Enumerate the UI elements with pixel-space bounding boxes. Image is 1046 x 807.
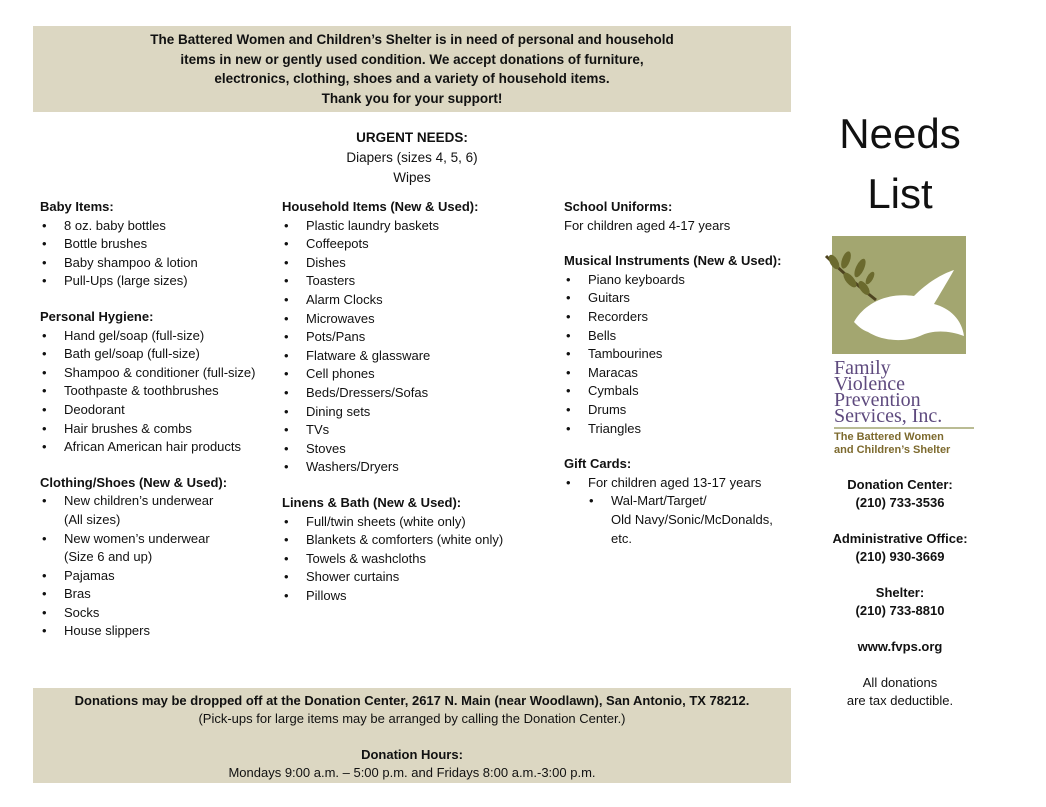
- dropoff-address: Donations may be dropped off at the Donation Center, 2617 N. Main (near Woodlawn), San Antonio, TX 78212.: [74, 693, 750, 708]
- tax-note: All donations: [862, 675, 938, 690]
- urgent-title: URGENT NEEDS:: [356, 130, 468, 145]
- shelter-label: Shelter:: [875, 585, 925, 600]
- list-item: • For children aged 13-17 years: [564, 474, 804, 493]
- logo-line: Family: [834, 357, 891, 379]
- list-item: • House slippers: [40, 622, 280, 641]
- pickup-note: (Pick-ups for large items may be arranged by calling the Donation Center.): [198, 711, 626, 726]
- list-item: • Beds/Dressers/Sofas: [282, 384, 552, 403]
- intro-line: The Battered Women and Children’s Shelter is in need of personal and household: [150, 32, 674, 47]
- list-item: • African American hair products: [40, 438, 280, 457]
- dropoff-banner: [33, 688, 791, 783]
- item-text: New children’s underwear: [64, 493, 214, 509]
- linens-list: [282, 513, 552, 606]
- intro-line: items in new or gently used condition. We accept donations of furniture,: [180, 51, 644, 67]
- list-item: • Piano keyboards: [564, 271, 804, 290]
- list-item: • Shampoo & conditioner (full-size): [40, 364, 280, 383]
- baby-items-list: [40, 217, 280, 291]
- section-title-clothing: Clothing/Shoes (New & Used):: [40, 474, 228, 490]
- clothing-list: [40, 492, 280, 641]
- list-item: • Microwaves: [282, 310, 552, 329]
- household-list: [282, 217, 552, 477]
- list-item: • Deodorant: [40, 401, 280, 420]
- list-item: • Blankets & comforters (white only): [282, 531, 552, 550]
- list-item: • Plastic laundry baskets: [282, 217, 552, 236]
- section-title-hygiene: Personal Hygiene:: [40, 308, 154, 324]
- shelter-phone: (210) 733-8810: [855, 603, 945, 618]
- admin-office-label: Administrative Office:: [832, 531, 968, 546]
- list-item: • Hand gel/soap (full-size): [40, 327, 280, 346]
- fvps-logo: [824, 234, 990, 458]
- list-item: • Triangles: [564, 420, 804, 439]
- urgent-item: Wipes: [393, 170, 431, 185]
- page-title: [820, 104, 980, 224]
- logo-line: Services, Inc.: [834, 405, 943, 427]
- section-title-baby: Baby Items:: [40, 199, 114, 214]
- urgent-needs: [300, 128, 524, 188]
- section-title-household: Household Items (New & Used):: [282, 199, 479, 214]
- list-item: • 8 oz. baby bottles: [40, 217, 280, 236]
- tax-note: are tax deductible.: [846, 693, 954, 708]
- list-item: • Washers/Dryers: [282, 458, 552, 477]
- website: www.fvps.org: [857, 639, 943, 654]
- list-item: • Pots/Pans: [282, 328, 552, 347]
- list-item: • Dishes: [282, 254, 552, 273]
- column-right: [564, 198, 804, 548]
- gift-sublist: [564, 492, 804, 548]
- list-item: • Guitars: [564, 289, 804, 308]
- section-title-gift: Gift Cards:: [564, 456, 632, 472]
- list-item: [40, 530, 280, 567]
- list-item: [587, 492, 804, 548]
- title-line: Needs: [839, 110, 961, 157]
- column-middle: [282, 198, 552, 605]
- logo-line: Prevention: [834, 389, 921, 411]
- intro-banner: [33, 26, 791, 112]
- uniforms-text: For children aged 4-17 years: [564, 217, 731, 233]
- gift-list: [564, 474, 804, 493]
- item-note: (All sizes): [64, 511, 121, 527]
- section-title-linens: Linens & Bath (New & Used):: [282, 494, 462, 510]
- logo-line: Violence: [834, 373, 905, 395]
- list-item: • Bras: [40, 585, 280, 604]
- logo-line: The Battered Women: [834, 431, 944, 443]
- list-item: • Bells: [564, 327, 804, 346]
- list-item: • Coffeepots: [282, 235, 552, 254]
- item-text: New women’s underwear: [64, 530, 210, 546]
- logo-line: and Children’s Shelter: [834, 444, 951, 456]
- hours-title: Donation Hours:: [361, 747, 463, 762]
- gift-store-line: etc.: [611, 530, 632, 546]
- title-line: List: [867, 170, 933, 217]
- list-item: • Towels & washcloths: [282, 550, 552, 569]
- donation-center-phone: (210) 733-3536: [855, 495, 945, 510]
- list-item: • Bottle brushes: [40, 235, 280, 254]
- list-item: • Alarm Clocks: [282, 291, 552, 310]
- list-item: • Pull-Ups (large sizes): [40, 272, 280, 291]
- list-item: • Stoves: [282, 440, 552, 459]
- list-item: • Baby shampoo & lotion: [40, 254, 280, 273]
- donation-center-label: Donation Center:: [847, 477, 953, 492]
- list-item: • Drums: [564, 401, 804, 420]
- urgent-item: Diapers (sizes 4, 5, 6): [346, 150, 478, 165]
- list-item: • Full/twin sheets (white only): [282, 513, 552, 532]
- intro-line: Thank you for your support!: [321, 90, 503, 106]
- list-item: • Recorders: [564, 308, 804, 327]
- intro-line: electronics, clothing, shoes and a variety of household items.: [214, 71, 610, 86]
- section-title-uniforms: School Uniforms:: [564, 199, 673, 214]
- list-item: • Maracas: [564, 364, 804, 383]
- list-item: • Dining sets: [282, 403, 552, 422]
- list-item: • Socks: [40, 604, 280, 623]
- list-item: • Tambourines: [564, 345, 804, 364]
- list-item: • TVs: [282, 421, 552, 440]
- hours-text: Mondays 9:00 a.m. – 5:00 p.m. and Fridays 8:00 a.m.-3:00 p.m.: [228, 765, 596, 780]
- list-item: • Toasters: [282, 272, 552, 291]
- list-item: • Cymbals: [564, 382, 804, 401]
- list-item: • Toothpaste & toothbrushes: [40, 382, 280, 401]
- list-item: • Bath gel/soap (full-size): [40, 345, 280, 364]
- hygiene-list: [40, 327, 280, 457]
- music-list: [564, 271, 804, 438]
- gift-store-line: Wal-Mart/Target/: [611, 493, 707, 509]
- list-item: • Pillows: [282, 587, 552, 606]
- column-left: [40, 198, 280, 641]
- item-note: (Size 6 and up): [64, 549, 153, 565]
- list-item: • Pajamas: [40, 567, 280, 586]
- contact-info: [820, 476, 980, 710]
- list-item: • Hair brushes & combs: [40, 420, 280, 439]
- list-item: [40, 492, 280, 529]
- list-item: • Shower curtains: [282, 568, 552, 587]
- list-item: • Cell phones: [282, 365, 552, 384]
- list-item: • Flatware & glassware: [282, 347, 552, 366]
- section-title-music: Musical Instruments (New & Used):: [564, 253, 782, 269]
- admin-office-phone: (210) 930-3669: [855, 549, 945, 564]
- gift-store-line: Old Navy/Sonic/McDonalds,: [611, 511, 773, 527]
